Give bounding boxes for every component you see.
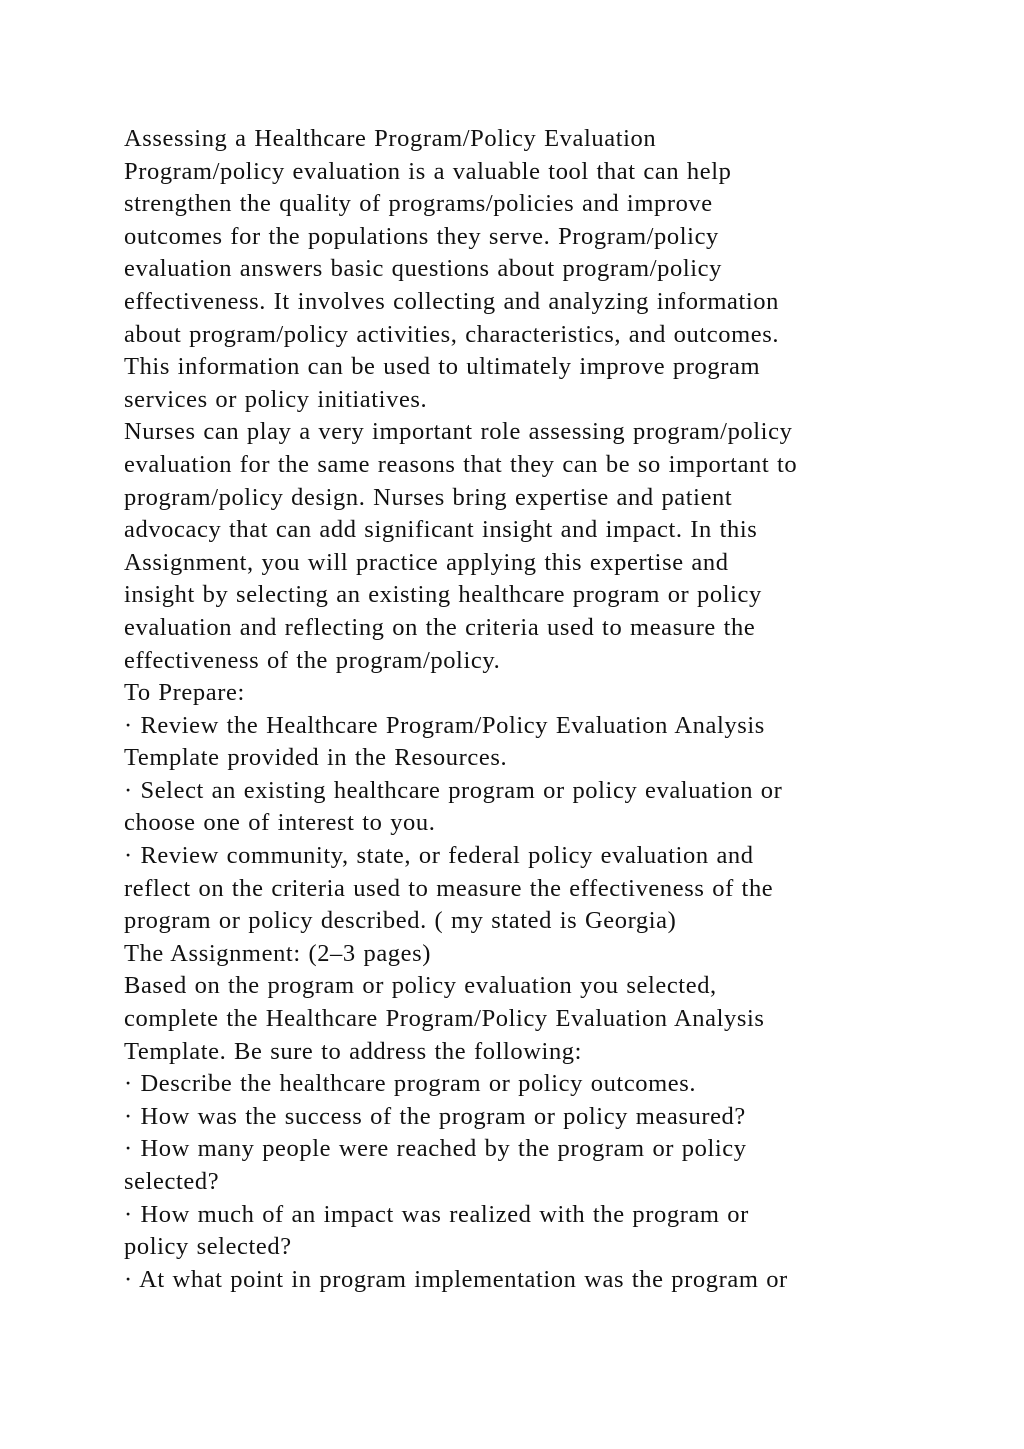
bullet-item: · How was the success of the program or policy measured? — [124, 1102, 746, 1130]
text-line: Based on the program or policy evaluation you selected, — [124, 972, 717, 1000]
text-line: evaluation and reflecting on the criteria used to measure the — [124, 613, 756, 641]
bullet-item: · Select an existing healthcare program or policy evaluation or — [124, 776, 783, 804]
bullet-item: · How much of an impact was realized with the program or — [124, 1200, 749, 1228]
bullet-item: · Describe the healthcare program or policy outcomes. — [124, 1070, 697, 1098]
text-line: evaluation answers basic questions about program/policy — [124, 255, 722, 283]
text-line: Nurses can play a very important role assessing program/policy — [124, 418, 793, 446]
section-heading-assignment: The Assignment: (2–3 pages) — [124, 939, 432, 967]
text-line: advocacy that can add significant insight and impact. In this — [124, 516, 758, 544]
text-line: Template. Be sure to address the following: — [124, 1037, 583, 1065]
section-heading-to-prepare: To Prepare: — [124, 679, 245, 707]
text-line: choose one of interest to you. — [124, 809, 436, 837]
document-title: Assessing a Healthcare Program/Policy Evaluation — [124, 125, 657, 152]
text-line: outcomes for the populations they serve. Program/policy — [124, 222, 719, 250]
document-body — [124, 123, 914, 1296]
text-line: selected? — [124, 1168, 220, 1195]
bullet-item: · Review community, state, or federal policy evaluation and — [124, 842, 754, 870]
text-line: Assignment, you will practice applying this expertise and — [124, 548, 729, 576]
text-line: strengthen the quality of programs/policies and improve — [124, 190, 713, 218]
text-line: complete the Healthcare Program/Policy Evaluation Analysis — [124, 1005, 765, 1033]
text-line: services or policy initiatives. — [124, 385, 428, 413]
bullet-item: · Review the Healthcare Program/Policy Evaluation Analysis — [124, 711, 765, 739]
text-line: Template provided in the Resources. — [124, 744, 508, 772]
text-line: insight by selecting an existing healthcare program or policy — [124, 581, 762, 609]
text-line: policy selected? — [124, 1233, 292, 1261]
text-line: This information can be used to ultimately improve program — [124, 353, 761, 381]
text-line: effectiveness of the program/policy. — [124, 646, 501, 674]
text-line: evaluation for the same reasons that they can be so important to — [124, 450, 798, 478]
text-line: about program/policy activities, characteristics, and outcomes. — [124, 320, 780, 348]
text-line: program/policy design. Nurses bring expertise and patient — [124, 483, 733, 511]
text-line: effectiveness. It involves collecting and analyzing information — [124, 287, 779, 315]
bullet-item: · At what point in program implementation was the program or — [124, 1265, 788, 1293]
text-line: reflect on the criteria used to measure the effectiveness of the — [124, 874, 774, 902]
text-line: program or policy described. ( my stated is Georgia) — [124, 907, 677, 935]
text-line: Program/policy evaluation is a valuable tool that can help — [124, 157, 732, 185]
bullet-item: · How many people were reached by the program or policy — [124, 1135, 747, 1163]
